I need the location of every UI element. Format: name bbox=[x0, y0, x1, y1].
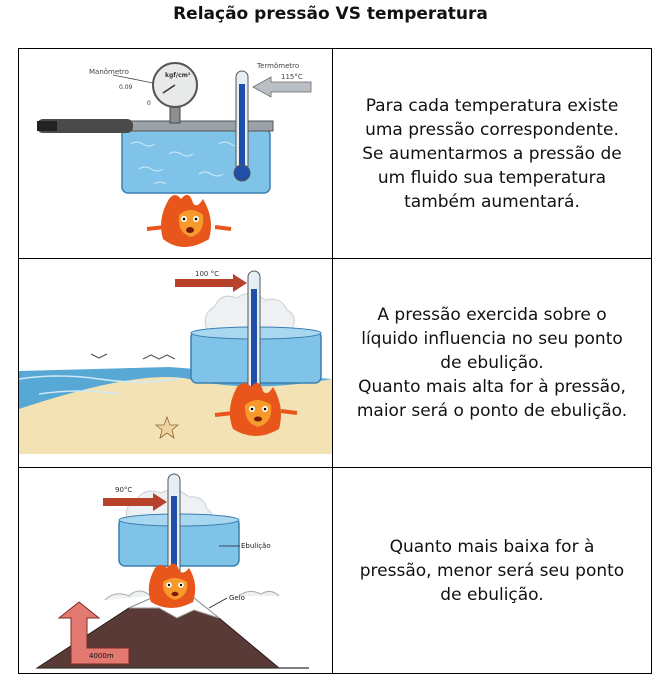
fire-character-icon bbox=[147, 195, 231, 247]
text-line: maior será o ponto de ebulição. bbox=[356, 401, 628, 421]
description-cell bbox=[333, 468, 652, 674]
manometro-label: Manômetro bbox=[89, 68, 129, 76]
table-row bbox=[19, 259, 652, 468]
table-row bbox=[19, 49, 652, 259]
altitude-label: 4000m bbox=[89, 652, 114, 660]
gelo-label: Gelo bbox=[229, 594, 245, 602]
ebulicao-label: Ebulição bbox=[241, 542, 271, 550]
text-line: Quanto mais baixa for à bbox=[389, 536, 595, 557]
page-title: Relação pressão VS temperatura bbox=[173, 4, 488, 24]
text-line: de ebulição. bbox=[440, 353, 544, 373]
temperature-label: 90°C bbox=[115, 486, 133, 494]
temperature-label: 100 °C bbox=[195, 270, 219, 278]
text-line: pressão, menor será seu ponto bbox=[359, 560, 625, 581]
description-cell bbox=[333, 49, 652, 259]
gauge-unit: kgf/cm² bbox=[165, 72, 191, 79]
text-line: A pressão exercida sobre o bbox=[377, 305, 607, 325]
fire-character-icon bbox=[149, 563, 196, 608]
beach-illustration bbox=[19, 259, 333, 468]
mountain-illustration bbox=[19, 468, 333, 674]
temperature-label: 115°C bbox=[281, 73, 303, 81]
pressure-cooker-illustration bbox=[19, 49, 333, 259]
termometro-label: Termômetro bbox=[257, 62, 300, 70]
text-line: líquido influencia no seu ponto bbox=[361, 329, 623, 349]
comparison-table bbox=[18, 48, 652, 674]
text-line: também aumentará. bbox=[404, 191, 580, 212]
description-cell bbox=[333, 259, 652, 468]
text-line: de ebulição. bbox=[440, 584, 544, 605]
text-line: uma pressão correspondente. bbox=[365, 119, 619, 140]
table-row bbox=[19, 468, 652, 674]
text-line: Para cada temperatura existe bbox=[365, 95, 619, 116]
text-line: um fluido sua temperatura bbox=[377, 167, 607, 188]
gauge-zero: 0 bbox=[147, 100, 151, 107]
gauge-value: 0.09 bbox=[119, 84, 133, 91]
text-line: Quanto mais alta for à pressão, bbox=[358, 377, 626, 397]
text-line: Se aumentarmos a pressão de bbox=[362, 143, 622, 164]
